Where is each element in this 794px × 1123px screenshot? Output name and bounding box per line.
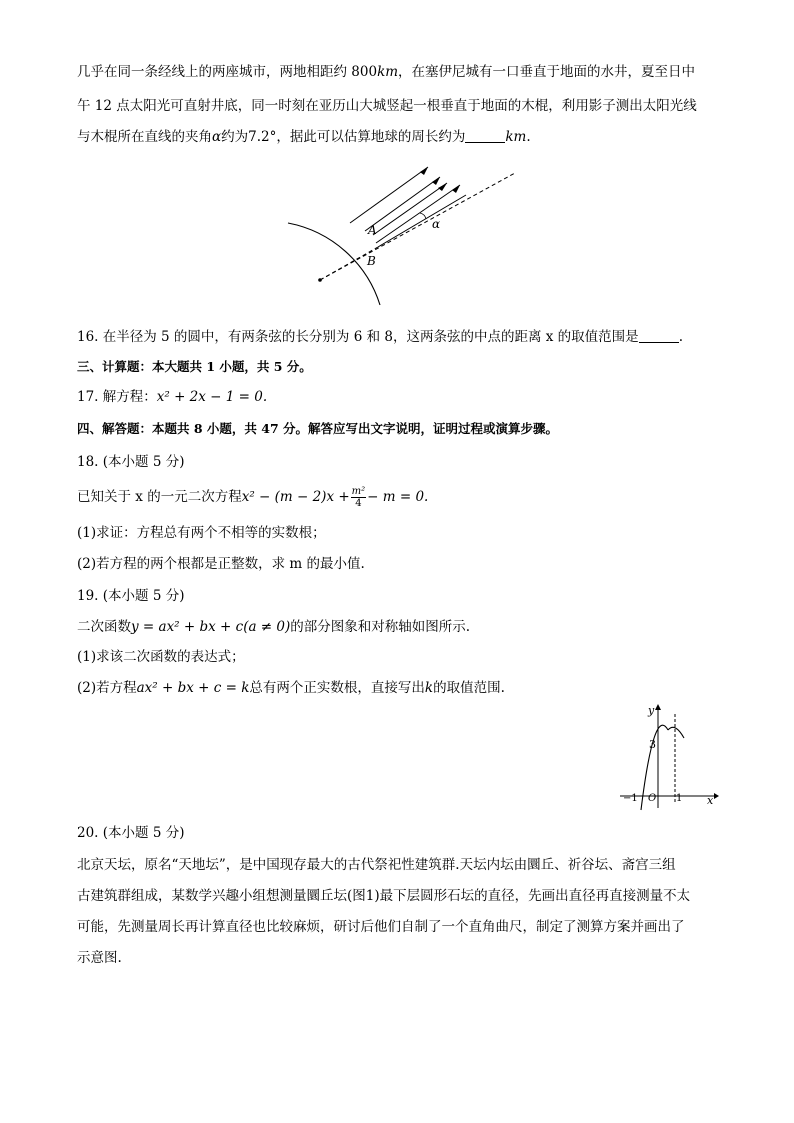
label-B: B (367, 254, 376, 268)
dashed-radius-extension (320, 173, 515, 280)
section-3-heading: 三、计算题：本大题共 1 小题，共 5 分。 (77, 359, 312, 374)
y-axis-label: y (648, 704, 655, 717)
q20-line-4: 示意图. (77, 950, 122, 966)
q15-line-2: 午 12 点太阳光可直射井底，同一时刻在亚历山大城竖起一根垂直于地面的木棍，利用影子测出太阳光线 (77, 98, 697, 114)
q18-stem: 已知关于 x 的一元二次方程x² − (m − 2)x + $\frac{\text{m²}}{4}$ − m = 0. (77, 486, 429, 509)
x-tick-neg-1: −1 (623, 793, 638, 804)
q19-stem: 二次函数y = ax² + bx + c(a ≠ 0)的部分图象和对称轴如图所示. (77, 619, 471, 635)
parabola-graph (618, 700, 723, 812)
ray-arrow-1 (420, 167, 428, 175)
q20-line-3: 可能，先测量周长再计算直径也比较麻烦，研讨后他们自制了一个直角曲尺，制定了测算方案并画出了 (77, 919, 685, 935)
q16-text: 16. 在半径为 5 的圆中，有两条弦的长分别为 6 和 8，这两条弦的中点的距离 x 的取值范围是 . (77, 329, 683, 345)
q18-part-2: (2)若方程的两个根都是正整数，求 m 的最小值. (77, 556, 365, 572)
earth-center (318, 278, 322, 282)
q19-part-1: (1)求该二次函数的表达式； (77, 649, 245, 665)
q15-line-1: 几乎在同一条经线上的两座城市，两地相距约 800km，在塞伊尼城有一口垂直于地面的水井，夏至日中 (77, 64, 696, 80)
y-tick-3: 3 (649, 738, 656, 751)
q18-part-1: (1)求证：方程总有两个不相等的实数根； (77, 525, 326, 541)
q18-header: 18. (本小题 5 分) (77, 454, 185, 470)
fraction-m2-over-4: $\frac{\text{m²}}{4}$ (351, 486, 366, 509)
ray-arrow-3 (438, 183, 447, 191)
q20-line-1: 北京天坛，原名“天地坛”，是中国现存最大的古代祭祀性建筑群.天坛内坛由圜丘、祈谷坛、斋宫三组 (77, 857, 676, 873)
q19-part-2: (2)若方程ax² + bx + c = k总有两个正实数根，直接写出k的取值范围. (77, 680, 505, 696)
x-axis-label: x (707, 794, 714, 807)
ray-arrow-2 (432, 177, 440, 185)
q20-header: 20. (本小题 5 分) (77, 825, 185, 841)
q15-line-3: 与木棍所在直线的夹角α约为7.2°，据此可以估算地球的周长约为 km. (77, 129, 531, 145)
x-axis-arrow (714, 793, 719, 799)
x-tick-1: 1 (676, 793, 683, 804)
answer-blank (465, 128, 505, 143)
angle-arc (420, 213, 426, 219)
label-A: A (368, 223, 377, 237)
ray-arrow-4 (452, 185, 460, 193)
section-4-heading: 四、解答题：本题共 8 小题，共 47 分。解答应写出文字说明，证明过程或演算步骤。 (77, 421, 559, 436)
sun-ray-5 (378, 195, 466, 247)
origin-label: O (648, 793, 657, 804)
answer-blank (639, 328, 679, 343)
earth-sunray-figure (280, 155, 530, 320)
y-axis-arrow (655, 704, 661, 710)
q20-line-2: 古建筑群组成，某数学兴趣小组想测量圜丘坛(图1)最下层圆形石坛的直径，先画出直径再直接测量不太 (77, 888, 691, 904)
label-alpha: α (432, 217, 441, 231)
q17: 17. 解方程：x² + 2x − 1 = 0. (77, 389, 268, 405)
q19-header: 19. (本小题 5 分) (77, 588, 185, 604)
parabola-curve-right (668, 727, 684, 738)
